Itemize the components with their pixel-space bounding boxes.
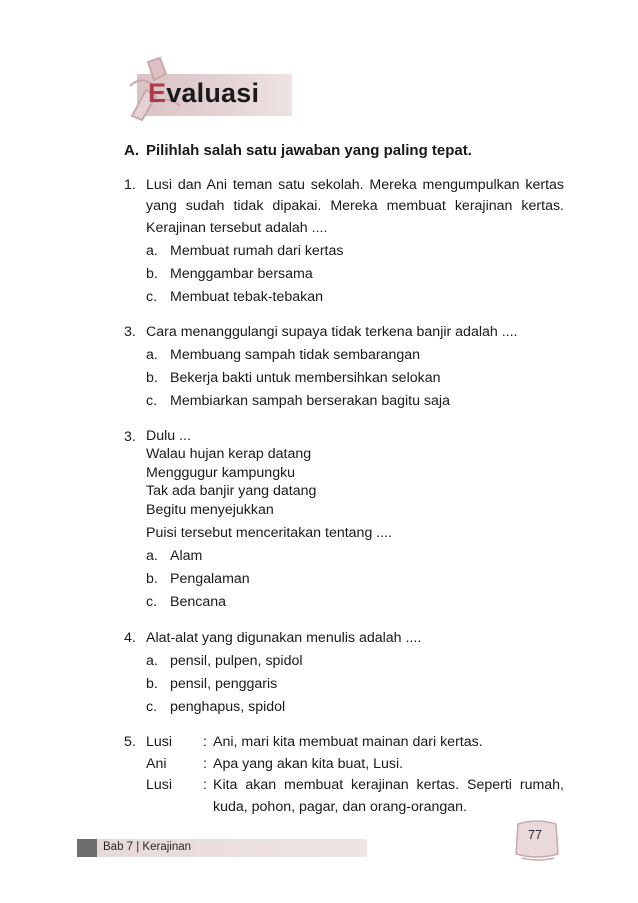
option-a[interactable]: a. Membuang sampah tidak sembarangan xyxy=(146,347,421,363)
evaluation-content xyxy=(124,140,564,818)
question-text: Puisi tersebut menceritakan tentang .... xyxy=(146,525,393,541)
question-2: 3. Cara menanggulangi supaya tidak terkena banjir adalah .... a. Membuang sampah tidak sembarangan b. Bekerja bakti untuk membersihkan selokan c. Membiarkan sampah berserakan bagitu saja xyxy=(124,322,564,413)
page-number: 77 xyxy=(528,828,542,842)
option-c[interactable]: c. penghapus, spidol xyxy=(146,698,286,715)
question-text: Cara menanggulangi supaya tidak terkena banjir adalah .... xyxy=(146,324,518,340)
question-1: 1. Lusi dan Ani teman satu sekolah. Mereka mengumpulkan kertas yang sudah tidak dipakai. Mereka membuat kerajinan kertas. Kerajinan tersebut adalah .... a. Membuat rumah dari kertas b. Menggambar bersama c. Membuat tebak-tebakan xyxy=(124,175,564,309)
poem-line: Menggugur kampungku xyxy=(146,464,296,481)
question-5: 5. Lusi : Ani, mari kita membuat mainan dari kertas. Ani : Apa yang akan kita buat, Lusi. Lusi : Kita akan membuat kerajinan kertas. Seperti rumah, kuda, pohon, pagar, dan orang-orangan. xyxy=(124,732,564,818)
option-b[interactable]: b. Menggambar bersama xyxy=(146,265,313,282)
page-title: Evaluasi xyxy=(148,78,260,108)
option-c[interactable]: c. Membuat tebak-tebakan xyxy=(146,288,324,305)
question-text: Alat-alat yang digunakan menulis adalah .... xyxy=(146,629,422,646)
option-c[interactable]: c. Bencana xyxy=(146,594,227,610)
option-a[interactable]: a. Membuat rumah dari kertas xyxy=(146,242,344,259)
dialogue-line: Ani : Apa yang akan kita buat, Lusi. xyxy=(146,755,404,772)
question-text: Lusi dan Ani teman satu sekolah. Mereka mengumpulkan kertas yang sudah tidak dipakai. Mereka membuat kerajinan kertas. Kerajinan tersebut adalah .... xyxy=(146,176,564,236)
dialogue-line: Lusi : Kita akan membuat kerajinan kertas. Seperti rumah, kuda, pohon, pagar, dan orang-orangan. xyxy=(146,777,564,815)
poem xyxy=(146,427,564,520)
option-a[interactable]: a. pensil, pulpen, spidol xyxy=(146,652,303,669)
section-heading: A. Pilihlah salah satu jawaban yang paling tepat. xyxy=(124,142,472,159)
option-c[interactable]: c. Membiarkan sampah berserakan bagitu saja xyxy=(146,393,450,409)
poem-line: Walau hujan kerap datang xyxy=(146,446,312,462)
question-4: 4. Alat-alat yang digunakan menulis adalah .... a. pensil, pulpen, spidol b. pensil, penggaris c. penghapus, spidol xyxy=(124,628,564,719)
question-3: 3. Dulu ... Walau hujan kerap datang Menggugur kampungku Tak ada banjir yang datang Begitu menyejukkan Puisi tersebut menceritakan tentang .... a. Alam b. Pengalaman c. Bencana xyxy=(124,427,564,614)
poem-line: Tak ada banjir yang datang xyxy=(146,483,317,499)
option-b[interactable]: b. pensil, penggaris xyxy=(146,675,278,692)
poem-line: Dulu ... xyxy=(146,427,191,444)
option-b[interactable]: b. Bekerja bakti untuk membersihkan selokan xyxy=(146,370,441,386)
option-b[interactable]: b. Pengalaman xyxy=(146,571,250,587)
option-a[interactable]: a. Alam xyxy=(146,548,203,564)
chapter-label: Bab 7 | Kerajinan xyxy=(103,841,192,853)
dialogue-line: Lusi : Ani, mari kita membuat mainan dari kertas. xyxy=(146,734,483,750)
dialogue xyxy=(146,732,564,818)
footer-marker xyxy=(77,839,97,857)
poem-line: Begitu menyejukkan xyxy=(146,501,274,518)
